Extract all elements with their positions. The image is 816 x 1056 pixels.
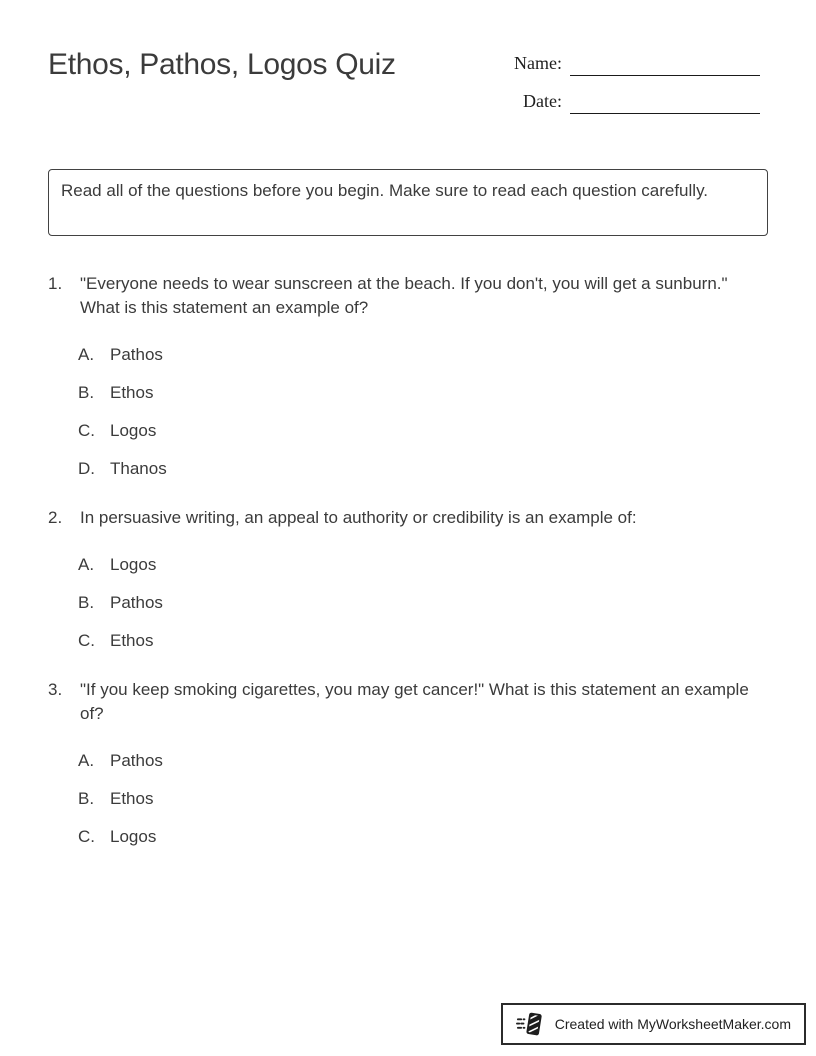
date-field [514,88,768,114]
instructions-text: Read all of the questions before you begin. Make sure to read each question carefully. [61,181,709,200]
option-text: Logos [110,827,157,846]
date-underline [570,90,760,114]
question-text: "Everyone needs to wear sunscreen at the beach. If you don't, you will get a sunburn." What is this statement an example of? [80,274,728,317]
question-head [48,506,768,530]
option-letter: C. [78,631,95,650]
question-text: In persuasive writing, an appeal to authority or credibility is an example of: [80,508,637,527]
date-label: Date: [523,91,562,111]
options-list [78,554,768,651]
question-number: 3. [48,680,63,699]
option-row [78,592,768,613]
created-with-badge [501,1003,806,1045]
option-text: Pathos [110,345,163,364]
name-label: Name: [514,53,562,73]
name-underline [570,52,760,76]
option-letter: A. [78,345,95,364]
option-letter: A. [78,751,95,770]
question [48,506,768,651]
option-text: Ethos [110,383,154,402]
question-text: "If you keep smoking cigarettes, you may get cancer!" What is this statement an example of? [80,680,749,723]
option-row [78,826,768,847]
option-letter: B. [78,383,95,402]
options-list [78,344,768,479]
option-letter: C. [78,827,95,846]
option-row [78,382,768,403]
option-row [78,458,768,479]
option-text: Ethos [110,631,154,650]
option-text: Logos [110,421,157,440]
option-row [78,344,768,365]
header-fields [514,50,768,126]
option-letter: D. [78,459,95,478]
instructions-box [48,169,768,236]
question-head [48,678,768,726]
option-letter: B. [78,593,95,612]
flying-worksheet-icon [516,1009,546,1039]
badge-text: Created with MyWorksheetMaker.com [554,1016,791,1032]
question [48,272,768,479]
option-letter: B. [78,789,95,808]
option-text: Ethos [110,789,154,808]
question-number: 1. [48,274,63,293]
option-text: Pathos [110,593,163,612]
question-head [48,272,768,320]
options-list [78,750,768,847]
option-row [78,554,768,575]
option-text: Pathos [110,751,163,770]
question [48,678,768,847]
option-row [78,788,768,809]
option-text: Logos [110,555,157,574]
name-field [514,50,768,76]
option-row [78,420,768,441]
option-row [78,630,768,651]
option-row [78,750,768,771]
page-title: Ethos, Pathos, Logos Quiz [48,48,396,81]
option-letter: A. [78,555,95,574]
option-text: Thanos [110,459,167,478]
question-number: 2. [48,508,63,527]
questions [48,272,768,874]
option-letter: C. [78,421,95,440]
